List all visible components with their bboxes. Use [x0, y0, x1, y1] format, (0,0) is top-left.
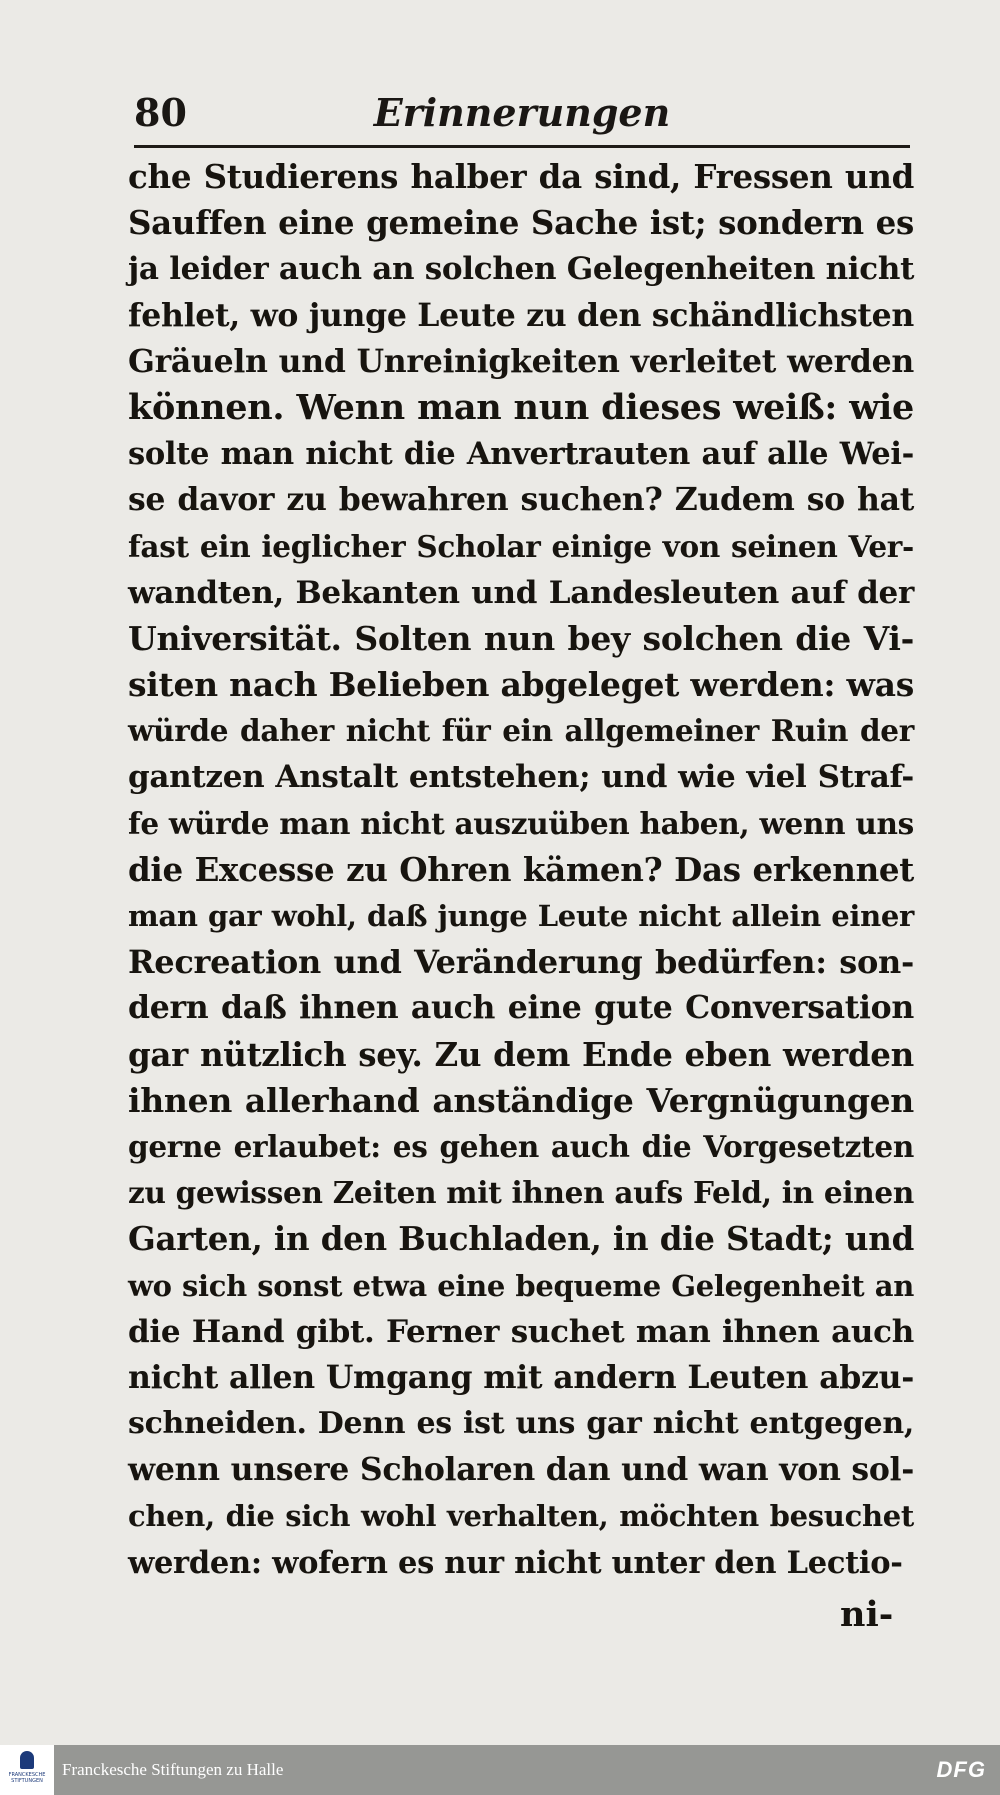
dfg-logo[interactable]: DFG: [936, 1757, 986, 1782]
text-line: wenn unsere Scholaren dan und wan von sol-: [128, 1451, 914, 1489]
header-rule: [134, 145, 910, 148]
text-line: zu gewissen Zeiten mit ihnen aufs Feld, in einen: [128, 1175, 914, 1211]
catchword: ni-: [840, 1594, 894, 1635]
orphanage-icon: [20, 1751, 34, 1769]
page-number: 80: [134, 90, 187, 135]
text-line: ihnen allerhand anständige Vergnügungen: [128, 1080, 914, 1120]
text-line: Garten, in den Buchladen, in die Stadt; und: [128, 1219, 914, 1259]
text-line: gar nützlich sey. Zu dem Ende eben werden: [128, 1034, 914, 1074]
text-line: können. Wenn man nun dieses weiß: wie: [128, 386, 914, 428]
running-title: Erinnerungen: [373, 90, 671, 135]
text-line: die Excesse zu Ohren kämen? Das erkennet: [128, 849, 914, 889]
text-line: fehlet, wo junge Leute zu den schändlichsten: [128, 296, 914, 334]
text-line: wo sich sonst etwa eine bequeme Gelegenheit an: [128, 1268, 914, 1303]
text-line: chen, die sich wohl verhalten, möchten besuchet: [128, 1499, 914, 1534]
text-line: wandten, Bekanten und Landesleuten auf der: [128, 574, 914, 611]
text-line: ja leider auch an solchen Gelegenheiten nicht: [128, 251, 915, 288]
text-line: che Studierens halber da sind, Fressen und: [128, 157, 914, 196]
text-line: Gräueln und Unreinigkeiten verleitet werden: [128, 342, 914, 380]
text-line: die Hand gibt. Ferner suchet man ihnen auch: [128, 1313, 914, 1350]
text-line: Sauffen eine gemeine Sache ist; sondern es: [128, 203, 914, 243]
text-line: gantzen Anstalt entstehen; und wie viel Straf-: [128, 759, 914, 796]
text-line: solte man nicht die Anvertrauten auf alle Wei-: [128, 436, 914, 473]
text-line: nicht allen Umgang mit andern Leuten abzu-: [128, 1358, 914, 1396]
text-line: Universität. Solten nun bey solchen die Vi-: [128, 618, 914, 658]
logo-caption: FRANCKESCHE STIFTUNGEN: [8, 1772, 46, 1784]
footer-bar: [0, 1745, 1000, 1795]
text-line: fast ein ieglicher Scholar einige von seinen Ver-: [128, 528, 914, 564]
institution-name[interactable]: Franckesche Stiftungen zu Halle: [62, 1760, 284, 1779]
text-line: man gar wohl, daß junge Leute nicht allein einer: [128, 899, 914, 933]
text-line: würde daher nicht für ein allgemeiner Ruin der: [128, 713, 914, 749]
text-line: dern daß ihnen auch eine gute Conversation: [128, 989, 914, 1027]
text-line: gerne erlaubet: es gehen auch die Vorgesetzten: [128, 1128, 914, 1164]
institution-logo[interactable]: [0, 1745, 54, 1795]
text-line: fe würde man nicht auszuüben haben, wenn uns: [128, 805, 914, 841]
body-text: [128, 154, 914, 1586]
page-header: [134, 88, 910, 148]
text-line: se davor zu bewahren suchen? Zudem so hat: [128, 481, 914, 519]
text-line: werden: wofern es nur nicht unter den Lectio-: [128, 1544, 903, 1581]
text-line: Recreation und Veränderung bedürfen: son-: [128, 943, 914, 982]
text-line: schneiden. Denn es ist uns gar nicht entgegen,: [128, 1406, 914, 1442]
text-line: siten nach Belieben abgeleget werden: was: [128, 665, 914, 705]
